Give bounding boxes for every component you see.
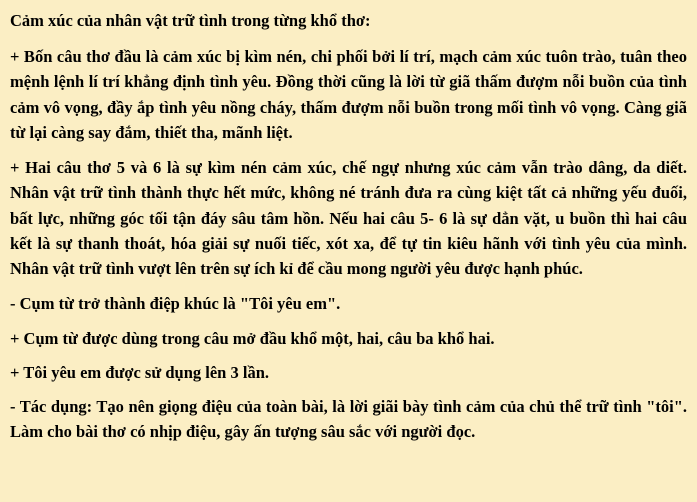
paragraph-first-four-lines: + Bốn câu thơ đầu là cảm xúc bị kìm nén, chi phối bởi lí trí, mạch cảm xúc tuôn trào, tuân theo mệnh lệnh lí trí khẳng định tình yêu. Đồng thời cũng là lời từ giã thấm đượm nỗi buồn của tình cảm vô vọng, đầy ắp tình yêu nồng cháy, thấm đượm nỗi buồn trong mối tình vô vọng. Càng giã từ lại càng say đắm, thiết tha, mãnh liệt. — [10, 47, 687, 142]
section-heading: Cảm xúc của nhân vật trữ tình trong từng khổ thơ: — [10, 11, 371, 30]
paragraph-lines-five-six: + Hai câu thơ 5 và 6 là sự kìm nén cảm xúc, chế ngự nhưng xúc cảm vẫn trào dâng, da diết. Nhân vật trữ tình thành thực hết mức, không né tránh đưa ra cùng kiệt tất cả những yếu đuối, bất lực, những góc tối tận đáy sâu tâm hồn. Nếu hai câu 5- 6 là sự dẳn vặt, u buồn thì hai câu kết là sự thanh thoát, hóa giải sự nuối tiếc, xót xa, để tự tin kiêu hãnh với tình yêu của mình. Nhân vật trữ tình vượt lên trên sự ích kỉ để cầu mong người yêu được hạnh phúc. — [10, 158, 687, 279]
paragraph-phrase-usage: + Cụm từ được dùng trong câu mở đầu khổ một, hai, câu ba khổ hai. — [10, 328, 495, 348]
paragraph-effect: - Tác dụng: Tạo nên giọng điệu của toàn bài, là lời giãi bày tình cảm của chủ thể trữ tình "tôi". Làm cho bài thơ có nhịp điệu, gây ấn tượng sâu sắc với người đọc. — [10, 397, 687, 442]
paragraph-refrain-phrase: - Cụm từ trở thành điệp khúc là "Tôi yêu em". — [10, 294, 341, 314]
paragraph-repetition-count: + Tôi yêu em được sử dụng lên 3 lần. — [10, 362, 269, 382]
